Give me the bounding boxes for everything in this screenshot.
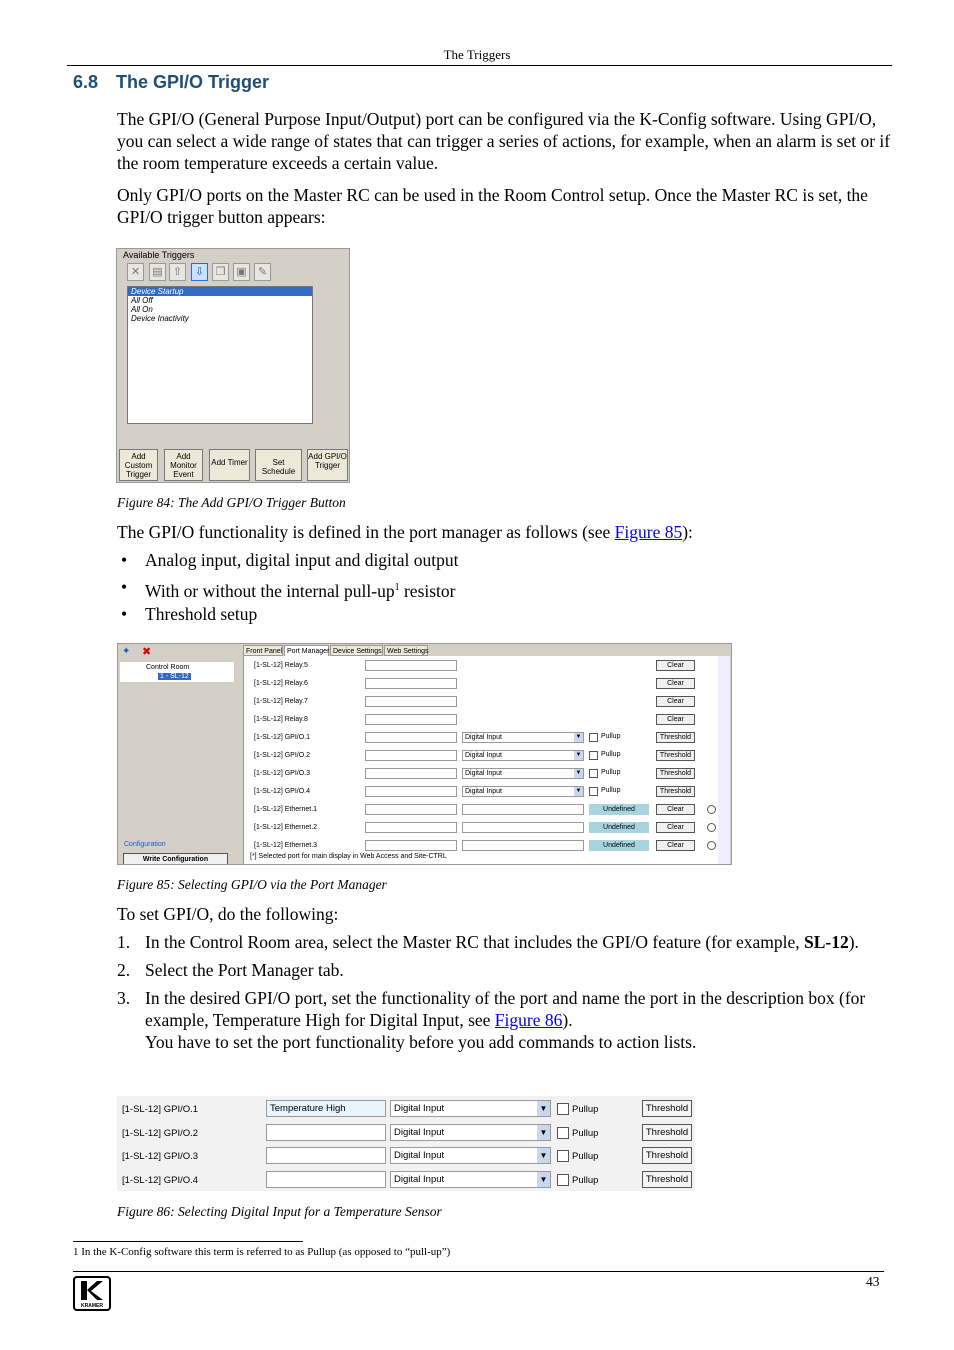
function-select[interactable] [390,1100,551,1117]
paragraph-intro: The GPI/O (General Purpose Input/Output) port can be configured via the K-Config software. Using GPI/O, you can select a wide range of states that can trigger a series of actions, for example, when an alarm is set or if the room temperature exceeds a certain value. [117,109,891,173]
table-row [244,820,720,838]
section-title: The GPI/O Trigger [116,72,270,92]
chevron-down-icon: ▼ [537,1125,550,1140]
port-label: [1-SL-12] GPI/O.4 [122,1174,199,1186]
select-value: Digital Input [394,1126,445,1138]
text-run: ): [682,522,693,542]
threshold-button[interactable]: Threshold [642,1147,692,1164]
row-action-button[interactable]: Clear [656,678,695,689]
status-badge: Undefined [589,840,649,851]
footnote-rule [73,1241,303,1242]
pullup-label: Pullup [601,769,621,776]
tree-item-control-room[interactable]: Control Room [146,664,190,671]
description-field[interactable] [462,804,584,815]
figure-85-screenshot [117,643,732,865]
pullup-checkbox[interactable] [589,769,598,778]
bullet-text: resistor [399,580,456,601]
available-triggers-title: Available Triggers [123,250,195,260]
add-custom-trigger-button[interactable]: Add Custom Trigger [119,449,158,481]
control-room-tree[interactable] [120,662,234,682]
description-input[interactable] [365,822,457,833]
function-select[interactable] [390,1124,551,1141]
main-display-radio[interactable] [707,841,716,850]
description-input[interactable] [266,1147,386,1164]
chevron-down-icon: ▼ [575,752,582,758]
row-action-button[interactable]: Threshold [656,732,695,743]
bullet-icon: • [121,604,128,624]
bullet-icon: • [121,577,128,597]
footnote-ref: 1 [394,582,400,593]
step-number: 2. [117,960,131,980]
pullup-checkbox[interactable] [557,1150,569,1162]
pullup-label: Pullup [601,733,621,740]
row-action-button[interactable]: Clear [656,822,695,833]
list-item[interactable]: All On [131,305,153,314]
tab-front-panel[interactable]: Front Panel [243,645,283,656]
paste-icon[interactable]: ▣ [233,263,250,281]
description-input[interactable] [365,660,457,671]
table-row [244,802,720,820]
step-text: You have to set the port functionality before you add commands to action lists. [145,1032,697,1052]
table-row [117,1144,695,1168]
step-bold: SL-12 [803,932,849,952]
table-row [117,1121,695,1145]
pullup-checkbox[interactable] [589,751,598,760]
tab-web-settings[interactable]: Web Settings [384,645,428,656]
bullet-text: Threshold setup [145,604,258,624]
figure-84-caption: Figure 84: The Add GPI/O Trigger Button [117,495,346,510]
row-action-button[interactable]: Clear [656,696,695,707]
description-input[interactable] [365,714,457,725]
add-gpio-trigger-button[interactable]: Add GPI/O Trigger [307,449,348,481]
up-arrow-icon[interactable]: ✦ [122,646,131,657]
port-label: [1-SL-12] Ethernet.2 [254,824,318,831]
figure-86-link[interactable]: Figure 86 [494,1010,563,1030]
port-label: [1-SL-12] Relay.8 [254,716,308,723]
svg-text:KRAMER: KRAMER [81,1303,103,1309]
threshold-button[interactable]: Threshold [642,1124,692,1141]
select-value: Digital Input [465,752,502,759]
bullet-text: With or without the internal pull-up [145,580,395,601]
figure-85-caption: Figure 85: Selecting GPI/O via the Port Manager [117,877,387,892]
select-value: Digital Input [394,1173,445,1185]
table-row [117,1168,695,1192]
figure-86-caption: Figure 86: Selecting Digital Input for a Temperature Sensor [117,1204,442,1219]
tree-item-sl12[interactable]: 1 - SL-12 [160,673,189,680]
page-number: 43 [866,1274,880,1289]
port-label: [1-SL-12] Relay.5 [254,662,308,669]
steps-list [117,931,887,1059]
chevron-down-icon: ▼ [537,1172,550,1187]
delete-icon[interactable]: ✕ [127,263,144,281]
step-text: Select the Port Manager tab. [145,960,344,980]
chevron-down-icon: ▼ [537,1101,550,1116]
row-action-button[interactable]: Clear [656,804,695,815]
description-input[interactable] [365,750,457,761]
tab-port-manager[interactable]: Port Manager [284,645,329,657]
port-label: [1-SL-12] GPI/O.3 [254,770,311,777]
description-input[interactable] [266,1171,386,1188]
function-select[interactable] [390,1147,551,1164]
row-action-button[interactable]: Threshold [656,786,695,797]
step-text: ). [562,1010,573,1030]
port-label: [1-SL-12] Ethernet.1 [254,806,318,813]
table-row [244,766,720,784]
port-label: [1-SL-12] GPI/O.3 [122,1151,199,1162]
row-action-button[interactable]: Clear [656,714,695,725]
main-display-radio[interactable] [707,823,716,832]
step-text: ). [848,932,859,952]
section-number: 6.8 [73,72,99,92]
paragraph-master-rc: Only GPI/O ports on the Master RC can be used in the Room Control setup. Once the Master RC is set, the GPI/O trigger button appears: [117,185,868,227]
function-select[interactable] [462,768,584,779]
running-header: The Triggers [443,47,511,62]
add-timer-button[interactable]: Add Timer [209,449,250,481]
port-label: [1-SL-12] Relay.7 [254,698,308,705]
table-row [244,676,720,694]
port-label: [1-SL-12] GPI/O.1 [254,734,311,741]
step-number: 1. [117,932,131,952]
list-item [117,574,459,601]
copy-icon[interactable]: ❐ [212,263,229,281]
add-monitor-event-button[interactable]: Add Monitor Event [164,449,203,481]
step-item [117,931,887,953]
status-badge: Undefined [589,804,649,815]
threshold-button[interactable]: Threshold [642,1171,692,1188]
description-input[interactable] [365,768,457,779]
step-number: 3. [117,988,131,1008]
table-row [244,784,720,802]
move-up-icon[interactable]: ⇧ [169,263,186,281]
footer-rule [73,1271,884,1272]
list-item[interactable]: All Off [131,296,153,305]
figure-86-screenshot [117,1096,695,1191]
description-input[interactable] [266,1124,386,1141]
remove-icon[interactable]: ▤ [149,263,166,281]
description-field[interactable] [462,840,584,851]
threshold-button[interactable]: Threshold [642,1100,692,1117]
function-select[interactable] [462,786,584,797]
function-select[interactable] [462,750,584,761]
select-value: Digital Input [394,1103,445,1114]
bullet-icon: • [121,550,128,570]
step-item [117,959,887,981]
kramer-logo-icon [75,1278,109,1309]
step-text: In the Control Room area, select the Master RC that includes the GPI/O feature (for example, [145,932,804,952]
table-row [244,658,720,676]
select-value: Digital Input [465,770,502,777]
description-input[interactable] [365,804,457,815]
list-item [117,547,459,574]
pullup-label: Pullup [572,1127,599,1139]
functionality-bullets [117,547,459,628]
chevron-down-icon: ▼ [575,770,582,776]
port-label: [1-SL-12] GPI/O.4 [254,788,311,795]
list-item [117,601,459,628]
scrollbar[interactable] [718,656,730,864]
pullup-checkbox[interactable] [589,787,598,796]
pullup-label: Pullup [572,1104,599,1115]
table-row [244,712,720,730]
port-label: [1-SL-12] GPI/O.2 [122,1127,199,1139]
function-select[interactable] [390,1171,551,1188]
port-label: [1-SL-12] GPI/O.1 [122,1104,199,1115]
section-heading [73,72,269,93]
description-input[interactable]: Temperature High [266,1100,386,1117]
description-input[interactable] [365,840,457,851]
move-down-icon[interactable]: ⇩ [191,263,208,281]
close-icon[interactable]: ✖ [142,646,152,658]
pullup-label: Pullup [601,751,621,758]
description-field[interactable] [462,822,584,833]
paragraph-functionality [117,521,892,543]
row-action-button[interactable]: Threshold [656,750,695,761]
list-item[interactable]: Device Inactivity [131,314,189,323]
configuration-label: Configuration [124,841,166,848]
pullup-label: Pullup [572,1174,599,1186]
pullup-checkbox[interactable] [557,1174,569,1186]
row-action-button[interactable]: Clear [656,840,695,851]
table-row [244,748,720,766]
edit-icon[interactable]: ✎ [254,263,271,281]
pullup-checkbox[interactable] [589,733,598,742]
list-item[interactable]: Device Startup [128,287,312,296]
select-value: Digital Input [465,788,502,795]
figure-84-screenshot [116,248,350,483]
pullup-label: Pullup [601,787,621,794]
paragraph-steps-intro: To set GPI/O, do the following: [117,904,339,924]
pullup-label: Pullup [572,1151,599,1162]
pullup-checkbox[interactable] [557,1103,569,1115]
chevron-down-icon: ▼ [575,788,582,794]
function-select[interactable] [462,732,584,743]
main-display-radio[interactable] [707,805,716,814]
kramer-logo [73,1276,111,1311]
chevron-down-icon: ▼ [537,1148,550,1163]
description-input[interactable] [365,732,457,743]
footer-note: [*] Selected port for main display in Web Access and Site-CTRL [250,853,447,860]
footnote: 1 In the K-Config software this term is referred to as Pullup (as opposed to “pull-up”) [73,1246,451,1258]
table-row [117,1097,695,1121]
select-value: Digital Input [465,734,502,741]
port-label: [1-SL-12] GPI/O.2 [254,752,311,759]
port-label: [1-SL-12] Relay.6 [254,680,308,687]
table-row [244,730,720,748]
table-row [244,694,720,712]
bullet-text: Analog input, digital input and digital output [145,550,459,570]
write-configuration-button[interactable]: Write Configuration [123,853,228,865]
select-value: Digital Input [394,1150,445,1161]
description-input[interactable] [365,678,457,689]
figure-85-link[interactable]: Figure 85 [614,522,683,542]
text-run: The GPI/O functionality is defined in the port manager as follows (see [117,522,615,542]
description-input[interactable] [365,696,457,707]
row-action-button[interactable]: Threshold [656,768,695,779]
triggers-list[interactable] [127,286,313,424]
port-manager-table [243,656,720,864]
chevron-down-icon: ▼ [575,734,582,740]
set-schedule-button[interactable]: Set Schedule [255,449,302,481]
description-input[interactable] [365,786,457,797]
step-text: In the desired GPI/O port, set the functionality of the port and name the port in the description box (for example, Temperature High for Digital Input, see [145,988,866,1030]
row-action-button[interactable]: Clear [656,660,695,671]
port-label: [1-SL-12] Ethernet.3 [254,842,318,849]
tab-device-settings[interactable]: Device Settings [330,645,383,656]
header-rule [67,65,892,66]
status-badge: Undefined [589,822,649,833]
step-item [117,987,887,1053]
pullup-checkbox[interactable] [557,1127,569,1139]
